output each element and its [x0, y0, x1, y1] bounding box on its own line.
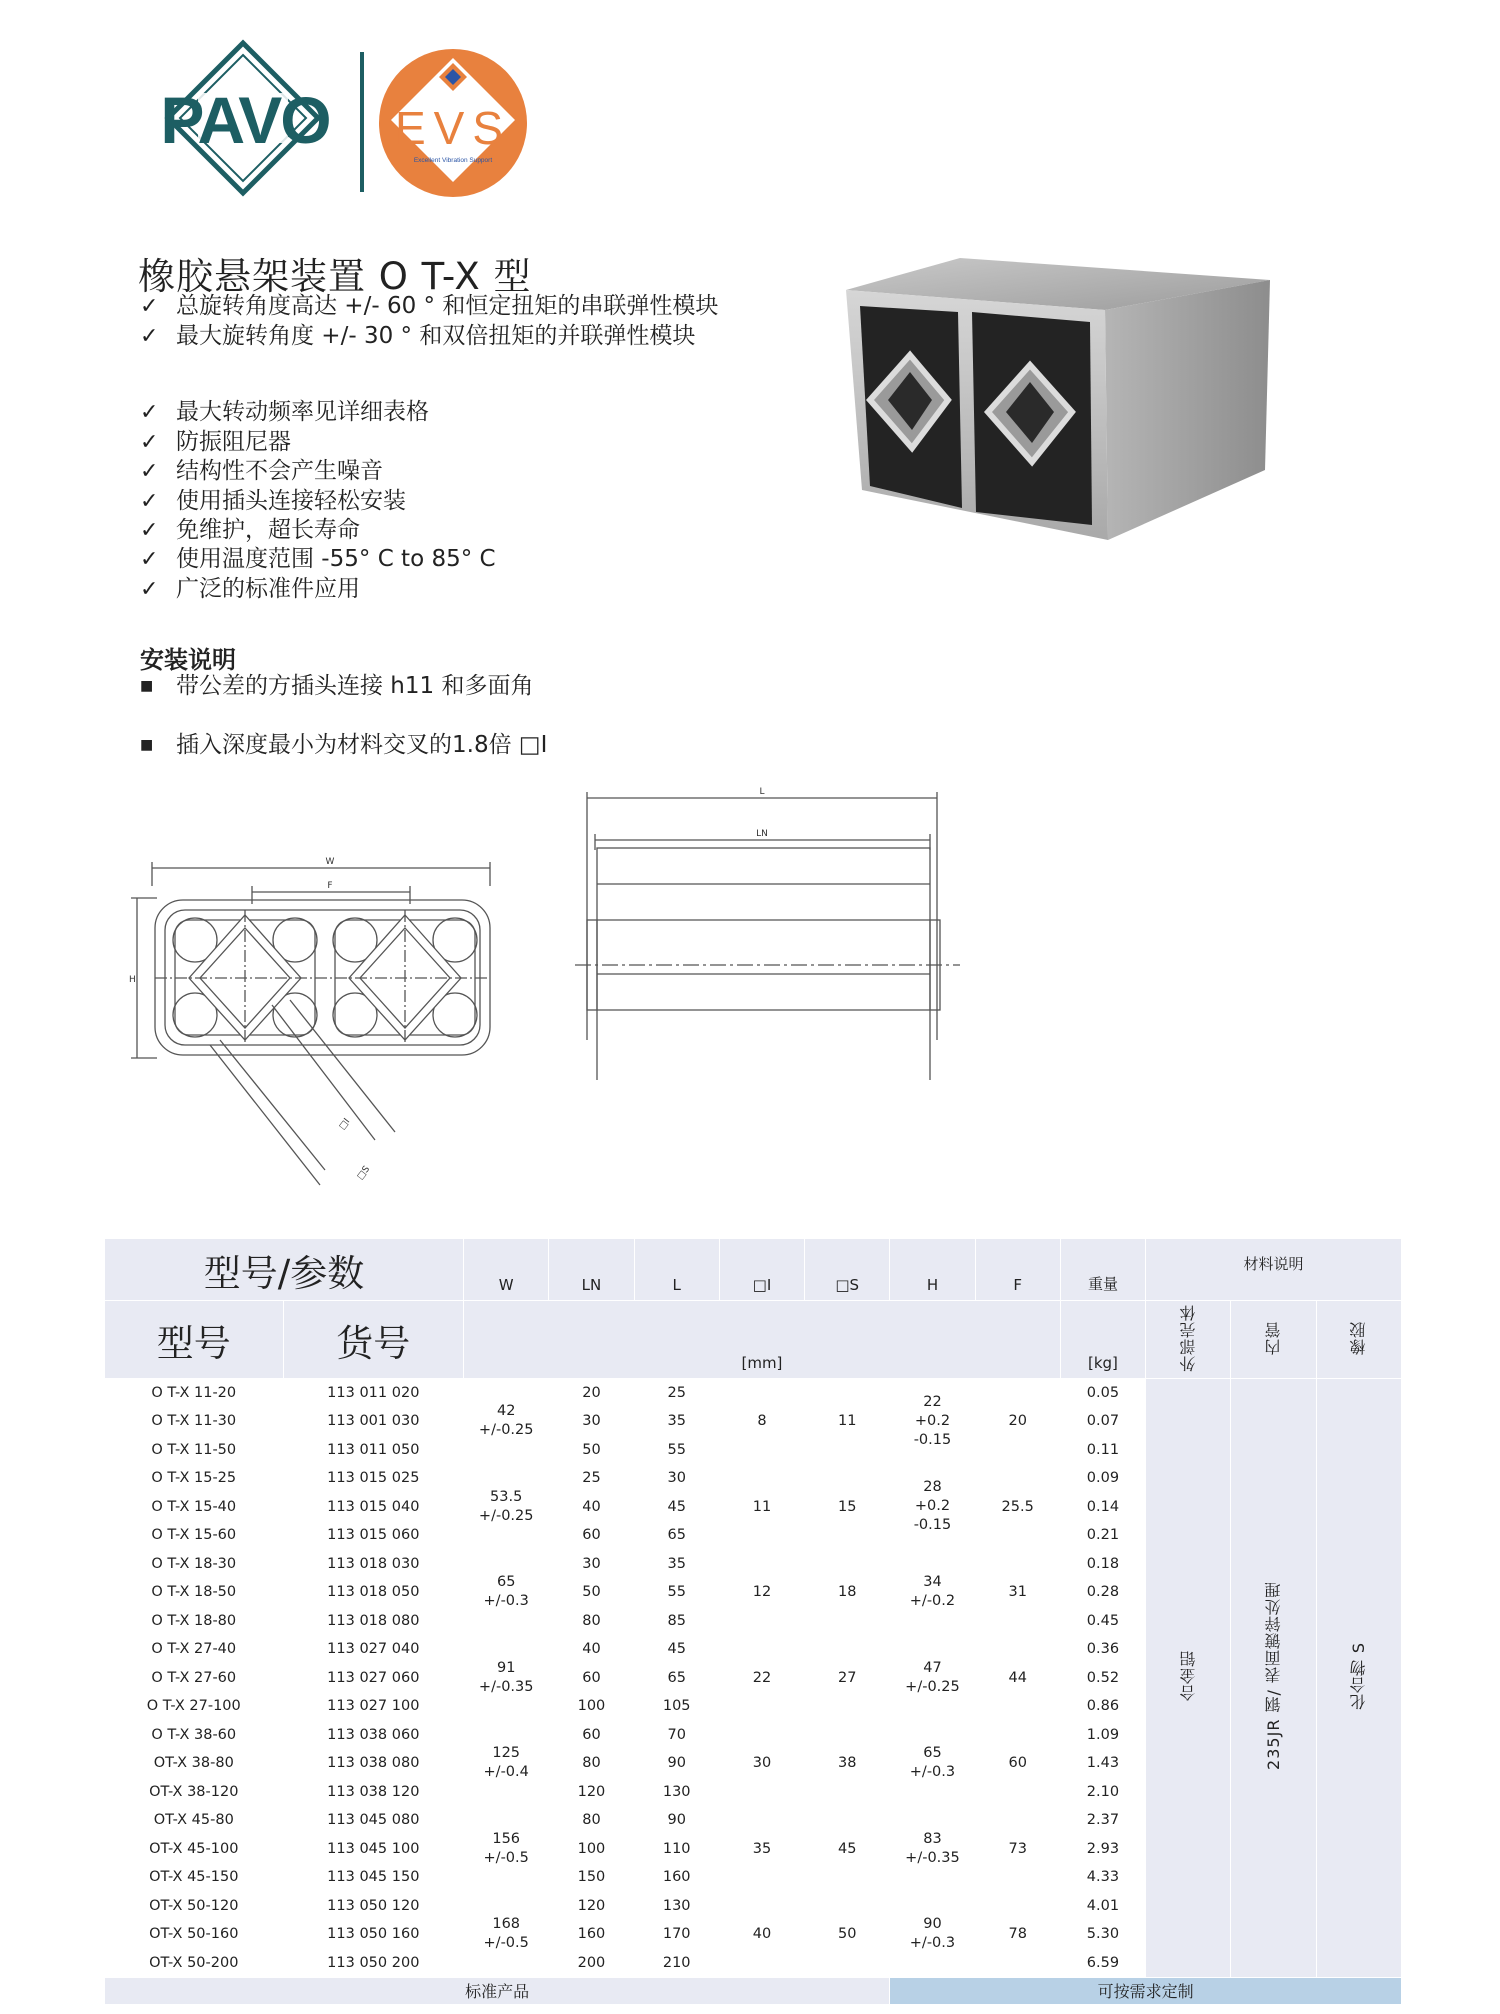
- unit-mm: [mm]: [464, 1301, 1061, 1379]
- cell-model: OT-X 50-160: [105, 1920, 284, 1949]
- cell-w: 53.5 +/-0.25: [464, 1464, 549, 1550]
- cell-code: 113 011 020: [283, 1379, 464, 1408]
- cell-f: 78: [975, 1892, 1060, 1978]
- table-footer: [105, 1977, 1402, 2004]
- cell-s: 45: [805, 1806, 890, 1892]
- dim-label-ln: LN: [756, 829, 768, 839]
- cell-ln: 50: [549, 1578, 634, 1607]
- cell-s: 27: [805, 1635, 890, 1721]
- cell-weight: 2.10: [1060, 1778, 1145, 1807]
- pavo-logo-text: PAVO: [160, 83, 330, 157]
- col-ln: LN: [549, 1239, 634, 1301]
- feature-text: 使用温度范围 -55° C to 85° C: [176, 546, 496, 572]
- col-s: □S: [805, 1239, 890, 1301]
- feature-text: 最大旋转角度 +/- 30 ° 和双倍扭矩的并联弹性模块: [176, 323, 696, 349]
- cell-l: 55: [634, 1578, 719, 1607]
- cell-weight: 0.45: [1060, 1607, 1145, 1636]
- cell-s: 38: [805, 1721, 890, 1807]
- cell-ln: 30: [549, 1550, 634, 1579]
- cell-l: 65: [634, 1664, 719, 1693]
- cell-model: O T-X 18-80: [105, 1607, 284, 1636]
- col-l: L: [634, 1239, 719, 1301]
- cell-weight: 6.59: [1060, 1949, 1145, 1978]
- cell-model: O T-X 11-20: [105, 1379, 284, 1408]
- cell-model: O T-X 15-40: [105, 1493, 284, 1522]
- cell-model: O T-X 15-60: [105, 1521, 284, 1550]
- cell-code: 113 045 100: [283, 1835, 464, 1864]
- cell-w: 91 +/-0.35: [464, 1635, 549, 1721]
- material-tube-text: 235JR 钢/ 表面镀锌处理: [1263, 1581, 1283, 1771]
- feature-item: [140, 322, 695, 351]
- cell-ln: 50: [549, 1436, 634, 1465]
- cell-f: 25.5: [975, 1464, 1060, 1550]
- cell-ln: 20: [549, 1379, 634, 1408]
- cell-i: 35: [719, 1806, 804, 1892]
- cell-l: 210: [634, 1949, 719, 1978]
- feature-text: 总旋转角度高达 +/- 60 ° 和恒定扭矩的串联弹性模块: [176, 293, 719, 319]
- bullet-icon: ■: [140, 678, 154, 694]
- feature-text: 结构性不会产生噪音: [176, 458, 383, 484]
- cell-code: 113 001 030: [283, 1407, 464, 1436]
- cell-weight: 1.43: [1060, 1749, 1145, 1778]
- cell-w: 156 +/-0.5: [464, 1806, 549, 1892]
- cell-h: 83 +/-0.35: [890, 1806, 975, 1892]
- cell-s: 11: [805, 1379, 890, 1465]
- cell-code: 113 045 150: [283, 1863, 464, 1892]
- cell-weight: 4.33: [1060, 1863, 1145, 1892]
- feature-item: [140, 428, 291, 457]
- material-rubber-text: 化合物 S: [1349, 1641, 1369, 1710]
- material-shell: [1146, 1379, 1231, 1978]
- feature-text: 最大转动频率见详细表格: [176, 399, 429, 425]
- cell-l: 45: [634, 1493, 719, 1522]
- check-icon: ✓: [140, 294, 159, 319]
- check-icon: ✓: [140, 577, 159, 602]
- install-title: 安装说明: [140, 646, 236, 674]
- cell-ln: 150: [549, 1863, 634, 1892]
- feature-item: [140, 487, 406, 516]
- cell-f: 31: [975, 1550, 1060, 1636]
- check-icon: ✓: [140, 547, 159, 572]
- cell-i: 12: [719, 1550, 804, 1636]
- cell-model: OT-X 45-150: [105, 1863, 284, 1892]
- col-h: H: [890, 1239, 975, 1301]
- dim-label-f: F: [327, 881, 333, 891]
- bullet-icon: ■: [140, 737, 154, 753]
- cell-code: 113 015 060: [283, 1521, 464, 1550]
- cell-code: 113 027 060: [283, 1664, 464, 1693]
- feature-item: [140, 545, 496, 574]
- cell-ln: 120: [549, 1892, 634, 1921]
- cell-weight: 0.09: [1060, 1464, 1145, 1493]
- header-code: 货号: [283, 1301, 464, 1379]
- footer-standard: 标准产品: [105, 1977, 890, 2004]
- feature-text: 防振阻尼器: [176, 429, 291, 455]
- cell-weight: 0.28: [1060, 1578, 1145, 1607]
- cell-model: OT-X 45-80: [105, 1806, 284, 1835]
- cell-i: 8: [719, 1379, 804, 1465]
- install-item: [140, 672, 533, 700]
- cell-ln: 30: [549, 1407, 634, 1436]
- cell-code: 113 050 160: [283, 1920, 464, 1949]
- cell-l: 70: [634, 1721, 719, 1750]
- cell-code: 113 038 080: [283, 1749, 464, 1778]
- cell-ln: 60: [549, 1664, 634, 1693]
- cell-code: 113 015 025: [283, 1464, 464, 1493]
- cell-l: 55: [634, 1436, 719, 1465]
- mat-col-rubber: [1316, 1301, 1401, 1379]
- cell-ln: 80: [549, 1806, 634, 1835]
- cell-ln: 80: [549, 1607, 634, 1636]
- cell-l: 30: [634, 1464, 719, 1493]
- material-tube: [1231, 1379, 1316, 1978]
- cell-weight: 0.21: [1060, 1521, 1145, 1550]
- cell-i: 40: [719, 1892, 804, 1978]
- cell-f: 44: [975, 1635, 1060, 1721]
- cell-weight: 0.52: [1060, 1664, 1145, 1693]
- feature-text: 免维护，超长寿命: [176, 517, 360, 543]
- cell-l: 45: [634, 1635, 719, 1664]
- feature-item: [140, 398, 429, 427]
- cell-s: 15: [805, 1464, 890, 1550]
- cell-model: O T-X 18-30: [105, 1550, 284, 1579]
- cell-weight: 0.07: [1060, 1407, 1145, 1436]
- cell-w: 125 +/-0.4: [464, 1721, 549, 1807]
- cell-model: OT-X 45-100: [105, 1835, 284, 1864]
- material-rubber: [1316, 1379, 1401, 1978]
- cell-ln: 100: [549, 1692, 634, 1721]
- check-icon: ✓: [140, 459, 159, 484]
- cell-i: 11: [719, 1464, 804, 1550]
- cell-model: O T-X 11-50: [105, 1436, 284, 1465]
- cell-l: 90: [634, 1749, 719, 1778]
- cell-code: 113 050 120: [283, 1892, 464, 1921]
- cell-model: O T-X 27-100: [105, 1692, 284, 1721]
- cell-i: 22: [719, 1635, 804, 1721]
- cell-l: 170: [634, 1920, 719, 1949]
- cell-h: 22 +0.2 -0.15: [890, 1379, 975, 1465]
- unit-kg: [kg]: [1060, 1301, 1145, 1379]
- cell-l: 65: [634, 1521, 719, 1550]
- cell-h: 90 +/-0.3: [890, 1892, 975, 1978]
- cell-code: 113 038 120: [283, 1778, 464, 1807]
- company-logo: [155, 38, 555, 208]
- col-weight: 重量: [1060, 1239, 1145, 1301]
- cell-ln: 40: [549, 1635, 634, 1664]
- feature-item: [140, 292, 718, 321]
- cell-h: 47 +/-0.25: [890, 1635, 975, 1721]
- cell-weight: 0.11: [1060, 1436, 1145, 1465]
- cell-h: 65 +/-0.3: [890, 1721, 975, 1807]
- cell-weight: 0.18: [1060, 1550, 1145, 1579]
- cell-code: 113 018 080: [283, 1607, 464, 1636]
- cell-model: OT-X 50-200: [105, 1949, 284, 1978]
- mat-col-shell-text: 外部壳体: [1178, 1303, 1198, 1372]
- col-w: W: [464, 1239, 549, 1301]
- cell-s: 50: [805, 1892, 890, 1978]
- cell-w: 168 +/-0.5: [464, 1892, 549, 1978]
- cell-code: 113 018 030: [283, 1550, 464, 1579]
- check-icon: ✓: [140, 324, 159, 349]
- cell-weight: 0.36: [1060, 1635, 1145, 1664]
- logo-divider: [360, 52, 364, 192]
- col-f: F: [975, 1239, 1060, 1301]
- mat-col-tube: [1231, 1301, 1316, 1379]
- cell-weight: 0.05: [1060, 1379, 1145, 1408]
- check-icon: ✓: [140, 489, 159, 514]
- cell-ln: 60: [549, 1521, 634, 1550]
- cell-w: 65 +/-0.3: [464, 1550, 549, 1636]
- feature-item: [140, 457, 383, 486]
- cell-ln: 100: [549, 1835, 634, 1864]
- cell-code: 113 045 080: [283, 1806, 464, 1835]
- table-row: [105, 1379, 1402, 1408]
- cell-ln: 25: [549, 1464, 634, 1493]
- product-photo: [840, 250, 1280, 550]
- cell-ln: 160: [549, 1920, 634, 1949]
- evs-logo: [379, 49, 527, 197]
- cell-model: O T-X 27-60: [105, 1664, 284, 1693]
- cell-code: 113 015 040: [283, 1493, 464, 1522]
- check-icon: ✓: [140, 400, 159, 425]
- cell-f: 20: [975, 1379, 1060, 1465]
- cell-h: 28 +0.2 -0.15: [890, 1464, 975, 1550]
- spec-table: [104, 1238, 1402, 2005]
- cell-weight: 2.93: [1060, 1835, 1145, 1864]
- pavo-logo: [160, 43, 329, 193]
- cell-weight: 0.86: [1060, 1692, 1145, 1721]
- feature-text: 使用插头连接轻松安装: [176, 488, 406, 514]
- header-model: 型号: [105, 1301, 284, 1379]
- dim-label-w: W: [325, 857, 335, 867]
- cell-code: 113 027 040: [283, 1635, 464, 1664]
- mat-col-rubber-text: 橡胶: [1349, 1320, 1369, 1355]
- install-text: 插入深度最小为材料交叉的1.8倍 □I: [176, 732, 548, 758]
- cell-ln: 40: [549, 1493, 634, 1522]
- cell-model: OT-X 50-120: [105, 1892, 284, 1921]
- cell-l: 130: [634, 1892, 719, 1921]
- cell-l: 35: [634, 1550, 719, 1579]
- cell-l: 110: [634, 1835, 719, 1864]
- dim-label-h: H: [129, 975, 136, 985]
- dim-label-s: □S: [355, 1164, 373, 1182]
- cell-f: 60: [975, 1721, 1060, 1807]
- cell-i: 30: [719, 1721, 804, 1807]
- cell-l: 25: [634, 1379, 719, 1408]
- install-text: 带公差的方插头连接 h11 和多面角: [176, 673, 534, 699]
- cell-weight: 0.14: [1060, 1493, 1145, 1522]
- cell-code: 113 038 060: [283, 1721, 464, 1750]
- cell-l: 130: [634, 1778, 719, 1807]
- cell-model: O T-X 27-40: [105, 1635, 284, 1664]
- evs-logo-text: EVS: [394, 102, 512, 154]
- cell-ln: 120: [549, 1778, 634, 1807]
- cell-model: O T-X 15-25: [105, 1464, 284, 1493]
- cell-ln: 60: [549, 1721, 634, 1750]
- cell-model: O T-X 18-50: [105, 1578, 284, 1607]
- cell-f: 73: [975, 1806, 1060, 1892]
- page-title: 橡胶悬架装置 O T-X 型: [138, 255, 532, 298]
- cell-s: 18: [805, 1550, 890, 1636]
- feature-item: [140, 516, 360, 545]
- dim-label-i: □I: [337, 1116, 353, 1132]
- cell-l: 160: [634, 1863, 719, 1892]
- evs-tagline: Excellent Vibration Support: [413, 157, 493, 164]
- cell-code: 113 027 100: [283, 1692, 464, 1721]
- feature-item: [140, 575, 360, 604]
- cell-weight: 2.37: [1060, 1806, 1145, 1835]
- cell-weight: 4.01: [1060, 1892, 1145, 1921]
- cell-code: 113 018 050: [283, 1578, 464, 1607]
- material-shell-text: 合金铝: [1178, 1650, 1198, 1702]
- check-icon: ✓: [140, 518, 159, 543]
- cross-section-drawing: [125, 840, 525, 1210]
- cell-model: O T-X 38-60: [105, 1721, 284, 1750]
- cell-l: 105: [634, 1692, 719, 1721]
- cell-model: OT-X 38-120: [105, 1778, 284, 1807]
- cell-ln: 80: [549, 1749, 634, 1778]
- header-params: 型号/参数: [105, 1239, 464, 1301]
- cell-code: 113 050 200: [283, 1949, 464, 1978]
- cell-code: 113 011 050: [283, 1436, 464, 1465]
- cell-ln: 200: [549, 1949, 634, 1978]
- footer-custom: 可按需求定制: [890, 1977, 1402, 2004]
- install-item: [140, 731, 547, 759]
- cell-w: 42 +/-0.25: [464, 1379, 549, 1465]
- cell-h: 34 +/-0.2: [890, 1550, 975, 1636]
- col-i: □I: [719, 1239, 804, 1301]
- cell-weight: 1.09: [1060, 1721, 1145, 1750]
- mat-col-tube-text: 内管: [1263, 1320, 1283, 1355]
- check-icon: ✓: [140, 430, 159, 455]
- side-view-drawing: [575, 780, 960, 1080]
- cell-l: 90: [634, 1806, 719, 1835]
- cell-l: 35: [634, 1407, 719, 1436]
- cell-weight: 5.30: [1060, 1920, 1145, 1949]
- cell-model: O T-X 11-30: [105, 1407, 284, 1436]
- material-title: 材料说明: [1146, 1239, 1402, 1301]
- cell-model: OT-X 38-80: [105, 1749, 284, 1778]
- cell-l: 85: [634, 1607, 719, 1636]
- mat-col-shell: [1146, 1301, 1231, 1379]
- dim-label-l: L: [759, 787, 765, 797]
- feature-text: 广泛的标准件应用: [176, 576, 360, 602]
